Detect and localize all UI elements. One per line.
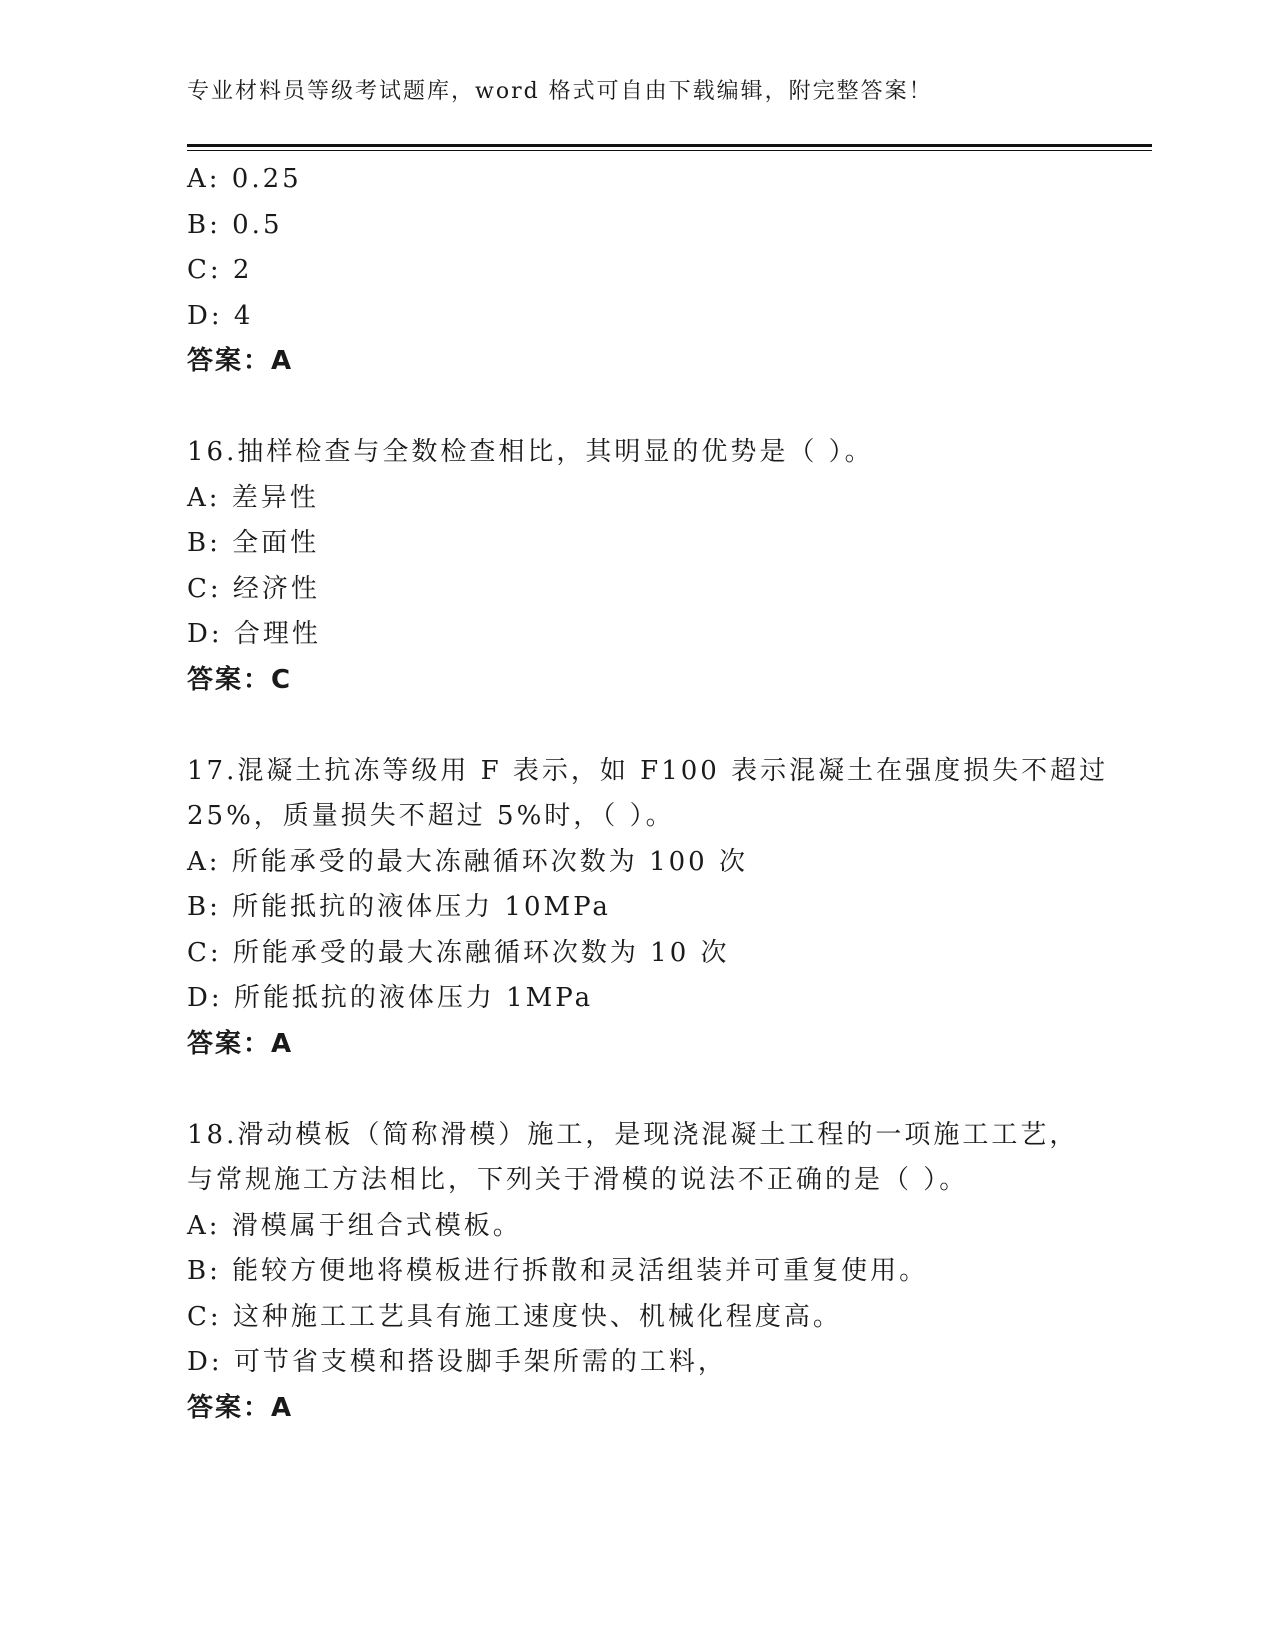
question-gap: [187, 385, 1127, 431]
question-17-line-2: 25%，质量损失不超过 5%时，（ ）。: [187, 801, 675, 831]
option-c-prev: C: 2: [187, 255, 253, 285]
q18-option-d: D: 可节省支模和搭设脚手架所需的工料，: [187, 1347, 727, 1377]
question-18-line-1: 18.滑动模板（简称滑模）施工，是现浇混凝土工程的一项施工工艺，: [187, 1119, 1079, 1150]
answer-prev: 答案：A: [187, 346, 294, 376]
exam-content: [187, 157, 1127, 1431]
q16-option-b: B: 全面性: [187, 528, 320, 558]
q16-answer: 答案：C: [187, 664, 293, 695]
option-a-prev: A: 0.25: [187, 164, 302, 194]
page-header: 专业材料员等级考试题库，word 格式可自由下载编辑，附完整答案！: [187, 79, 933, 104]
q18-option-c: C: 这种施工工艺具有施工速度快、机械化程度高。: [187, 1301, 842, 1332]
q16-option-a: A: 差异性: [187, 482, 319, 513]
q18-option-b: B: 能较方便地将模板进行拆散和灵活组装并可重复使用。: [187, 1256, 929, 1286]
q16-option-d: D: 合理性: [187, 619, 321, 649]
q17-option-a: A: 所能承受的最大冻融循环次数为 100 次: [187, 846, 748, 877]
question-18-line-2: 与常规施工方法相比，下列关于滑模的说法不正确的是（ ）。: [187, 1165, 969, 1195]
q18-answer: 答案：A: [187, 1392, 294, 1423]
question-16: 16.抽样检查与全数检查相比，其明显的优势是（ ）。: [187, 437, 874, 467]
q18-option-a: A: 滑模属于组合式模板。: [187, 1210, 522, 1241]
option-d-prev: D: 4: [187, 300, 254, 331]
q17-option-d: D: 所能抵抗的液体压力 1MPa: [187, 983, 594, 1013]
question-gap: [187, 1067, 1127, 1113]
header-rule-thin: [187, 150, 1152, 151]
q16-option-c: C: 经济性: [187, 573, 320, 604]
q17-answer: 答案：A: [187, 1028, 294, 1059]
question-gap: [187, 703, 1127, 749]
question-17-line-1: 17.混凝土抗冻等级用 F 表示，如 F100 表示混凝土在强度损失不超过: [187, 755, 1109, 786]
option-b-prev: B: 0.5: [187, 209, 283, 240]
header-rule-thick: [187, 144, 1152, 147]
q17-option-b: B: 所能抵抗的液体压力 10MPa: [187, 892, 611, 922]
q17-option-c: C: 所能承受的最大冻融循环次数为 10 次: [187, 937, 730, 968]
